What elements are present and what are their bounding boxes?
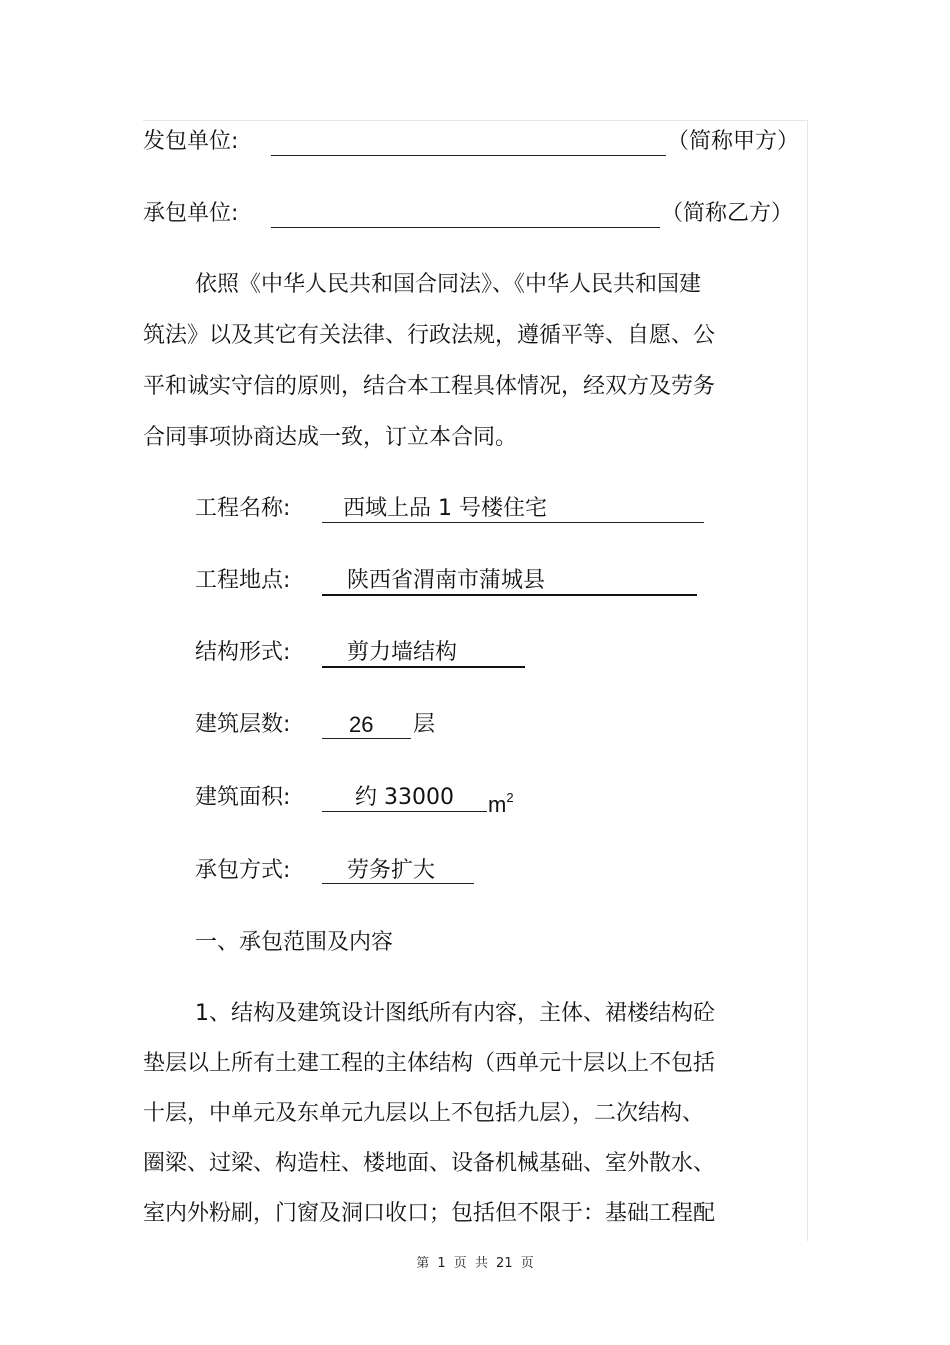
preamble-line-4: 合同事项协商达成一致，订立本合同。 [143, 425, 518, 450]
floors-unit: 层 [413, 712, 436, 737]
party-a-suffix: （简称甲方） [667, 129, 800, 154]
party-b-label: 承包单位: [143, 201, 239, 226]
project-name-label: 工程名称: [195, 496, 291, 521]
section-1-line-3: 十层，中单元及东单元九层以上不包括九层），二次结构、 [143, 1101, 705, 1126]
area-label: 建筑面积: [195, 785, 291, 810]
section-1-heading: 一、承包范围及内容 [195, 930, 394, 955]
floors-underline [322, 738, 411, 739]
party-b-blank[interactable] [271, 227, 660, 228]
floors-label: 建筑层数: [195, 712, 291, 737]
preamble-line-3: 平和诚实守信的原则，结合本工程具体情况，经双方及劳务 [143, 374, 716, 399]
location-underline [322, 594, 697, 596]
section-1-line-4: 圈梁、过梁、构造柱、楼地面、设备机械基础、室外散水、 [143, 1151, 716, 1176]
preamble-line-1: 依照《中华人民共和国合同法》、《中华人民共和国建 [195, 272, 702, 297]
project-name-value: 西域上品 1 号楼住宅 [343, 496, 547, 521]
project-name-underline [322, 522, 704, 523]
location-label: 工程地点: [195, 568, 291, 593]
contract-mode-underline [322, 883, 474, 884]
area-unit-base: m [488, 792, 507, 817]
party-a-blank[interactable] [271, 155, 666, 156]
contract-mode-label: 承包方式: [195, 858, 291, 883]
structure-value: 剪力墙结构 [347, 640, 458, 665]
section-1-line-5: 室内外粉刷，门窗及洞口收口；包括但不限于：基础工程配 [143, 1201, 716, 1226]
section-1-line-1: 1、结构及建筑设计图纸所有内容，主体、裙楼结构砼 [195, 1001, 715, 1026]
structure-underline [322, 666, 525, 668]
party-b-suffix: （简称乙方） [661, 201, 794, 226]
area-unit-superscript: 2 [506, 790, 514, 805]
structure-label: 结构形式: [195, 640, 291, 665]
page-footer: 第 1 页 共 21 页 [416, 1256, 534, 1271]
floors-value: 26 [349, 712, 374, 737]
area-value: 约 33000 [355, 785, 454, 810]
location-value: 陕西省渭南市蒲城县 [347, 568, 546, 593]
section-1-line-2: 垫层以上所有土建工程的主体结构（西单元十层以上不包括 [143, 1051, 716, 1076]
area-underline [322, 811, 487, 812]
contract-mode-value: 劳务扩大 [347, 858, 436, 883]
area-unit [488, 783, 514, 820]
party-a-label: 发包单位: [143, 129, 239, 154]
preamble-line-2: 筑法》以及其它有关法律、行政法规，遵循平等、自愿、公 [143, 323, 716, 348]
